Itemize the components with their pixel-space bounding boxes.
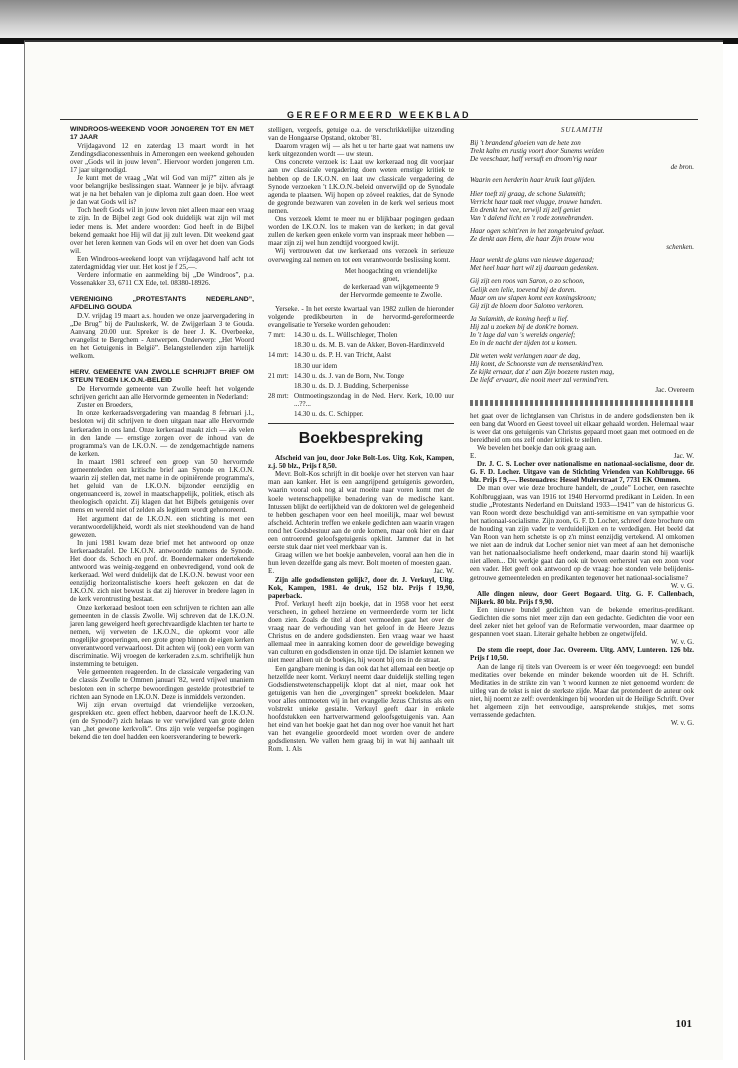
schedule-row bbox=[268, 392, 454, 408]
poem-stanza bbox=[470, 227, 694, 251]
paragraph: Zuster en Broeders, bbox=[77, 401, 133, 410]
article-heading: HERV. GEMEENTE VAN ZWOLLE SCHRIJFT BRIEF OM STEUN TEGEN I.K.O.N.-BELEID bbox=[70, 369, 254, 385]
review-title: Alle dingen nieuw, door Geert Bogaard. Uitg. G. F. Callenbach, Nijkerk. 80 blz. Prijs f 9,90. bbox=[470, 589, 694, 606]
paragraph: het gaat over de lichtglansen van Christus in de andere godsdiensten ben ik een bang dat Woord en Geest toveel uit elkaar gehaald worden. Helemaal waar is weer dat ons getuigenis van Christus gepaard moet gaan met ootmoed en de bereidheid om ons zelf onder kritiek te stellen. bbox=[470, 411, 694, 444]
review-title: Dr. J. C. S. Locher over nationalisme en nationaal-socialisme, door dr. G. F. D. Locher. Uitgave van de Stichting Vrienden van Kohlbrugge. 66 blz. Prijs f 9,—. Besteuadres: Hessel Mulerstraat 7, 7731 EK Ommen. bbox=[470, 460, 694, 485]
poem-line: En in de nacht der tijden tot u komen. bbox=[470, 339, 577, 348]
closing-line: groet, bbox=[382, 274, 400, 283]
poem-author: Jac. Overeem bbox=[655, 385, 694, 394]
paragraph: Een nieuwe bundel gedichten van de bekende emeritus-predikant. Gedichten die soms niet meer zijn dan een gedachte. Gedichten die voor een deel zeker niet het geloof van de Reformatie verwoorden, maar daarmee op gespannen voet staan. Literair gehalte hebben ze ongetwijfeld. bbox=[470, 605, 694, 639]
paragraph: Verdere informatie en aanmelding bij „De Windroos”, p.a. Vossenakker 33, 6711 CX Ede, tel. 08380-18926. bbox=[70, 271, 254, 288]
paragraph: Een gangbare mening is dan ook dat het allemaal een beetje op hetzelfde neer komt. Verkuyl neemt daar duidelijk stelling tegen Godsdienstwetenschappelijk klopt dat al niet, maar ook het getuigenis van hen die „overgingen” spreekt boekdelen. Maar voor alles ontmoeten wij in het evangelie Jezus Christus als een volstrekt unieke gestalte. Verkuyl geeft daar in enkele hoofdstukken een hartverwarmend geloofsgetuigenis van. Aan het eind van het boekje gaat het dan nog over hoe vanuit het hart van het evangelie geoordeeld moet worden over de andere godsdiensten. We vallen hem graag bij in wat hij aanhaalt uit Rom. 1. Als bbox=[268, 664, 454, 754]
poem-line: Gij zijt de bloem door Salomo verkoren. bbox=[470, 301, 584, 310]
schedule-row bbox=[268, 372, 454, 380]
poem-line: Met heel haar hart wil zij daaraan gedenken. bbox=[470, 264, 599, 273]
column-3 bbox=[470, 126, 694, 727]
signature-name: W. v. G. bbox=[670, 581, 694, 590]
poem-line: Haar ogen schitt'ren in het zongebruind gelaat. bbox=[470, 226, 605, 235]
poem-stanza bbox=[470, 315, 694, 347]
paragraph: Een Windroos-weekend loopt van vrijdagavond half acht tot zaterdagmiddag vier uur. Het kost je f 25,—. bbox=[70, 254, 254, 271]
schedule-date bbox=[268, 341, 292, 349]
poem-line: Hier toeft zij graag, de schone Sulamith; bbox=[470, 189, 586, 198]
poem-line: Gij zijt een roos van Saron, o zo schoon, bbox=[470, 277, 585, 286]
poem-line: Dit weten wekt verlangen naar de dag, bbox=[470, 352, 581, 361]
page-number: 101 bbox=[675, 1018, 692, 1030]
poem-stanza bbox=[470, 176, 694, 184]
poem-stanza bbox=[470, 256, 694, 272]
paragraph: D.V. vrijdag 19 maart a.s. houden we onze jaarvergadering in „De Brug” bij de Pauluskerk, W. de Zwijgerlaan 3 te Gouda. Aanvang 20.00 uur. Spreker is de heer J. K. Overbeeke, evangelist te Bergchem - Antwerpen. Onderwerp: „Het Woord en het Getuigenis in België”. Belangstellenden zijn hartelijk welkom. bbox=[70, 311, 254, 361]
poem-line: Ja Sulamith, de koning heeft u lief. bbox=[470, 314, 569, 323]
section-title-boekbespreking: Boekbespreking bbox=[298, 430, 424, 448]
article-windroos bbox=[70, 126, 254, 287]
poem bbox=[470, 139, 694, 394]
poem-stanza bbox=[470, 352, 694, 384]
schedule-date bbox=[268, 362, 292, 370]
poem-line: Gelijk een lelie, toevend bij de doren. bbox=[470, 285, 577, 294]
poem-stanza bbox=[470, 277, 694, 309]
wavy-divider bbox=[470, 400, 694, 406]
article-heading: WINDROOS-WEEKEND VOOR JONGEREN TOT EN MET 17 JAAR bbox=[70, 126, 254, 141]
signature-name: W. v. G. bbox=[670, 638, 694, 647]
paragraph: De Hervormde gemeente van Zwolle heeft het volgende schrijven gericht aan alle Hervormde gemeenten in Nederland: bbox=[70, 385, 254, 402]
letter-closing bbox=[328, 267, 454, 299]
closing-line: de kerkeraad van wijkgemeente 9 bbox=[343, 282, 439, 291]
poem-line: Hij zal u zoeken bij de donk're bomen. bbox=[470, 322, 579, 331]
schedule-row bbox=[268, 362, 454, 370]
schedule-date: 28 mrt: bbox=[268, 391, 289, 400]
review-afscheid bbox=[268, 454, 454, 575]
review-de-stem-die-roept bbox=[470, 646, 694, 727]
schedule-date bbox=[268, 382, 292, 390]
paragraph: In onze kerkeraadsvergadering van maandag 8 februari j.l., besloten wij dit schrijven te doen uitgaan naar alle Hervormde kerkeraden in ons land. Onze kerkeraad maakt zich — als velen in den lande — ernstige zorgen over de inhoud van de programma's van de I.K.O.N. — de zendgemachtigde namens de kerken. bbox=[70, 409, 254, 458]
paragraph: Yerseke. - In het eerste kwartaal van 1982 zullen de hieronder volgende predikbeurten in de hervormd-gereformeerde evangelisatie te Yerseke worden gehouden: bbox=[268, 304, 454, 330]
paragraph: Wij zijn ervan overtuigd dat vriendelijke verzoeken, gesprekken etc. geen effect hebben, daarvoor heeft de I.K.O.N. (en de Synode?) zich helaas te ver verwijderd van grote delen van „het gewone kerkvolk”. Ons zijn vele vergeefse pogingen bekend die ten doel hadden een koersverandering te bewerk- bbox=[70, 700, 254, 742]
schedule-date: 7 mrt: bbox=[268, 331, 286, 340]
schedule-row bbox=[268, 351, 454, 359]
poem-line: Waarin een herderin haar kruik laat glijden. bbox=[470, 176, 596, 185]
poem-title: SULAMITH bbox=[560, 126, 604, 134]
poem-line: De veeschaar, half versuft en droom'rig naar bbox=[470, 155, 598, 164]
schedule-text: 18.30 uur idem bbox=[294, 361, 338, 370]
paragraph: Het argument dat de I.K.O.N. een stichting is met een verantwoordelijkheid, wordt als niet steekhoudend van de hand gewezen. bbox=[70, 514, 254, 539]
schedule-date: 14 mrt: bbox=[268, 351, 289, 360]
paragraph: De man over wie deze brochure handelt, de „oude” Locher, een rasechte Kohlbruggiaan, was van 1916 tot 1940 Hervormd predikant in Leiden. In een studie „Protestants Nederland en Duitsland 1933—1941” van de historicus G. van Roon wordt deze beschuldigd van anti-semitisme en van sympathie voor het nationaal-socialisme. Zijn zoon, G. F. D. Locher, schreef deze brochure om de houding van zijn vader te verduidelijken en te verdedigen. Het beeld dat Van Roon van hem schetste is op z'n minst eenzijdig vertekend. Al omkomen we niet aan de indruk dat Locher senior niet van meet af aan het demonische van het nationaalsocialisme heeft onderkend, maar daarin stond hij waarlijk niet alleen... Dit werkje gaat dan ook uit boven eerherstel van een zoon voor een vader. Het geeft ook antwoord op de vraag: hoe stonden vele belijdenis-getrouwe gemeenteleden en predikanten tegenover het nationaal-socialisme? bbox=[470, 484, 694, 582]
poem-line: Maar om uw slapen komt een koningskroon; bbox=[470, 293, 597, 302]
schedule-text: 14.30 u. ds. L. Wüllschleger, Tholen bbox=[294, 331, 398, 340]
schedule-date: 21 mrt: bbox=[268, 371, 289, 380]
paragraph: We bevelen het boekje dan ook graag aan. bbox=[477, 444, 597, 452]
review-title: De stem die roept, door Jac. Overeem. Uitg. AMV, Lunteren. 126 blz. Prijs f 10,50. bbox=[470, 646, 694, 663]
divider bbox=[268, 423, 454, 424]
schedule-text: 14.30 u. ds. J. van de Born, Nw. Tonge bbox=[294, 371, 405, 380]
closing-line: Met hoogachting en vriendelijke bbox=[344, 266, 438, 275]
poem-line: schenken. bbox=[666, 243, 694, 252]
poem-line: Ze kijkt ernaar, dat z' aan Zijn boezem rusten mag, bbox=[470, 368, 614, 377]
paragraph: Mevr. Bolt-Kos schrijft in dit boekje over het sterven van haar man aan kanker. Het is een aangrijpend getuigenis geworden, waarin vooral ook nog al wat moeite naar voren komt met de koele wetenschappelijke benadering van de medische kant. Intussen blijkt de eerlijkheid van de doktoren wel de gelegenheid te hebben geschapen voor een heel moeilijk, maar wel bewust afscheid. Achterin treffen we enkele gedichten aan waarin vragen rond het Godsbestuur aan de orde komen, maar ook hier en daar een ontroerend geloofsgetuigenis opklint. Jammer dat in het eerste stuk daar niet veel merkbaar van is. bbox=[268, 470, 454, 552]
poem-line: Hij komt, de Schoonste van de mensenkind'ren. bbox=[470, 360, 604, 369]
paragraph: Toch heeft Gods wil in jouw leven niet alleen maar een vraag te zijn. In de Bijbel zegt God ook duidelijk wat zijn wil met ieder mens is. Met andere woorden: God heeft in de Bijbel bekend gemaakt hoe Hij wil dat jij zult leven. Dit weekend gaat over het leren kennen van Gods wil en over het doen van Gods wil. bbox=[70, 206, 254, 255]
masthead bbox=[60, 105, 698, 120]
poem-line: Van 't dalend licht en 't rode zonnebranden. bbox=[470, 213, 594, 222]
article-protestants-nederland bbox=[70, 296, 254, 360]
paragraph: Je kunt met de vraag „Wat wil God van mij?” zitten als je voor belangrijke beslissingen staat. Wanneer je je bijv. afvraagt wat je na het behalen van je diploma zult gaan doen. Hoe weet je dan wat Gods wil is? bbox=[70, 173, 254, 207]
schedule-row bbox=[268, 410, 454, 418]
article-heading: VERENIGING „PROTESTANTS NEDERLAND”, AFDELING GOUDA bbox=[70, 296, 254, 312]
poem-line: De liefd' ervaart, die nooit meer zal vermind'ren. bbox=[470, 376, 609, 385]
review-locher bbox=[470, 460, 694, 590]
column-1 bbox=[70, 126, 254, 741]
poem-stanza bbox=[470, 139, 694, 171]
poem-line: Haar wenkt de glans van nieuwe dageraad; bbox=[470, 256, 595, 265]
paragraph: Ons verzoek klemt te meer nu er blijkbaar pogingen gedaan worden de I.K.O.N. los te maken van de kerken; in dat geval zullen de kerken geen enkele vorm van inspraak meer hebben — maar zijn zij wel hun zendtijd voorgoed kwijt. bbox=[268, 215, 454, 248]
review-godsdiensten bbox=[268, 576, 454, 754]
review-title: Zijn alle godsdiensten gelijk?, door dr. J. Verkuyl, Uitg. Kok, Kampen, 1981. 4e druk, 152 blz. Prijs f 19,90, paperback. bbox=[268, 575, 454, 600]
paragraph: stelligen, vergeefs, getuige o.a. de verschrikkelijke uitzending van de Hongaarse Opstand, oktober '81. bbox=[268, 126, 454, 143]
poem-line: Trekt kalm en rustig voort door Sunems weiden bbox=[470, 147, 604, 156]
poem-line: Bij 't brandend gloeien van de hete zon bbox=[470, 139, 581, 148]
paragraph: Vrijdagavond 12 en zaterdag 13 maart wordt in het Zendingsdiaconessenhuis in Amerongen een weekend gehouden over „Gods wil in jouw leven”. Hiervoor worden jongeren t.m. 17 jaar uitgenodigd. bbox=[70, 141, 254, 174]
signature-name: Jac. W. bbox=[433, 567, 454, 576]
poem-line: In 't lage dal van 's werelds ongerief; bbox=[470, 330, 576, 339]
preaching-schedule bbox=[268, 331, 454, 418]
paragraph: Ons concrete verzoek is: Laat uw kerkeraad nog dit voorjaar aan uw classicale vergadering doen weten ernstige kritiek te hebben op de I.K.O.N. en laat uw classicale vergadering de Synode verzoeken 't I.K.O.N.-beleid onverwijld op de Synodale agenda te plaatsen. Wij hopen op zóveel reakties, dat de Synode de gegronde bezwaren van zovelen in de kerk wel serieus moet nemen. bbox=[268, 158, 454, 215]
paragraph: In maart 1981 schreef een groep van 50 hervormde gemeenteleden een kritische brief aan Synode en I.K.O.N. waarin zij stellen dat, met name in de opiniërende programma's, het geluid van de I.K.O.N. bijzonder eenzijdig en ongenuanceerd is, zowel in maatschappelijk, politiek, etisch als theologisch opzicht. Zij klagen dat het Bijbels getuigenis over mens en wereld niet of zelden als legitiem wordt gehonoreerd. bbox=[70, 457, 254, 515]
poem-line: Verricht haar taak met vlugge, trouwe handen. bbox=[470, 197, 603, 206]
signature-name: W. v. G. bbox=[670, 719, 694, 728]
paragraph: In juni 1981 kwam deze brief met het antwoord op onze kerkeraadstafel. De I.K.O.N. antwoordde namens de Synode. Het door ds. Schoch en prof. dr. Boendermaker ondertekende antwoord was weinig-zeggend en onbevredigend, vond ook de kerkeraad. Wel werd duidelijk dat de I.K.O.N. bewust voor een eenzijdig horizontalistische koers heeft gekozen en dat de I.K.O.N. zich niet bewust is dat zij hierover in bredere lagen in de kerk verontrusting bestaat. bbox=[70, 538, 254, 604]
review-title: Afscheid van jou, door Joke Bolt-Los. Uitg. Kok, Kampen, z.j. 50 blz., Prijs f 8,50. bbox=[268, 454, 454, 471]
signature-initial: E. bbox=[470, 452, 477, 461]
signature-initial: E. bbox=[268, 567, 275, 576]
schedule-row bbox=[268, 382, 454, 390]
schedule-text: 18.30 u. ds. M. B. van de Akker, Boven-Hardinxveld bbox=[294, 341, 445, 350]
poem-stanza bbox=[470, 190, 694, 222]
paragraph: Aan de lange rij titels van Overeem is er weer één toegevoegd: een bundel meditaties over bekende en minder bekende woorden uit de H. Schrift. Meditaties in de strikte zin van 't woord kunnen ze niet genoemd worden: de uitleg van de tekst is niet de sterkste zijde. Maar dat pretendeert de auteur ook niet, hij noemt ze zelf: overdenkingen bij woorden uit de Heilige Schrift. Over het algemeen zijn het eenvoudige, aansprekende stukjes, met soms verrassende gedachten. bbox=[470, 662, 694, 720]
review-alle-dingen-nieuw bbox=[470, 590, 694, 647]
paragraph: Wij vertrouwen dat uw kerkeraad ons verzoek in serieuze overweging zal nemen en tot een verantwoorde beslissing komt. bbox=[268, 247, 454, 264]
schedule-text: 14.30 u. ds. P. H. van Tricht, Aalst bbox=[294, 351, 392, 360]
paragraph: Onze kerkeraad besloot toen een schrijven te richten aan alle gemeenten in de classis Zwolle. Wij schreven dat de I.K.O.N. jaren lang geweigerd heeft gerechtvaardigde klachten ter harte te nemen, wij verweten de I.K.O.N., die opkomt voor alle mogelijke groeperingen, een grote groep binnen de eigen kerken onverantwoord verwaarloost. Dit achten wij (ook) een vorm van discriminatie. Wij vroegen de kerkeraden z.s.m. schriftelijk hun instemming te betuigen. bbox=[70, 603, 254, 669]
poem-line: En drenkt het vee, terwijl zij zelf geniet bbox=[470, 205, 581, 214]
paragraph: Daarom vragen wij — als het u ter harte gaat wat namens uw kerk uitgezonden wordt — uw steun. bbox=[268, 142, 454, 159]
masthead-title: GEREFORMEERD WEEKBLAD bbox=[286, 110, 471, 120]
poem-line: Ze denkt aan Hem, die haar Zijn trouw wou bbox=[470, 235, 595, 244]
paragraph: Vele gemeenten reageerden. In de classicale vergadering van de classis Zwolle te Ommen januari '82, werd vrijwel unaniem besloten een in scherpe bewoordingen gestelde protestbrief te richten aan Synode en I.K.O.N. Deze is inmiddels verzonden. bbox=[70, 668, 254, 701]
closing-line: der Hervormde gemeente te Zwolle. bbox=[339, 290, 443, 299]
schedule-text: Ontmoetingszondag in de Ned. Herv. Kerk, 10.00 uur ...??... bbox=[294, 391, 454, 408]
review-signature bbox=[268, 567, 454, 575]
signature-name: Jac. W. bbox=[673, 452, 694, 461]
article-ikon-brief bbox=[70, 369, 254, 741]
schedule-text: 14.30 u. ds. C. Schipper. bbox=[294, 410, 364, 418]
review-signature bbox=[470, 452, 694, 460]
paragraph: Prof. Verkuyl heeft zijn boekje, dat in 1958 voor het eerst verscheen, in geheel herziene en vermeerderde vorm ter licht doen zien. Zoals de titel al doet vermoeden gaat het over de vraag naar de verhouding van het geloof in de Heere Jezus Christus en de andere godsdiensten. Een vraag waar we haast allemaal mee in aanraking komen door de geweldige beweging van culturen en godsdiensten in onze tijd. De islamiet kennen we niet meer alleen uit de boekjes, hij woont bij ons in de straat. bbox=[268, 599, 454, 665]
column-2 bbox=[268, 126, 454, 754]
schedule-text: 18.30 u. ds. D. J. Budding, Scherpenisse bbox=[294, 381, 409, 390]
paragraph: Graag willen we het boekje aanbevelen, vooral aan hen die in hun leven dezelfde gang als mevr. Bolt moeten of moesten gaan. bbox=[268, 551, 454, 568]
schedule-row bbox=[268, 341, 454, 349]
scan-top-background bbox=[0, 0, 738, 42]
schedule-row bbox=[268, 331, 454, 339]
poem-line: de bron. bbox=[670, 163, 694, 172]
schedule-date bbox=[268, 410, 292, 418]
